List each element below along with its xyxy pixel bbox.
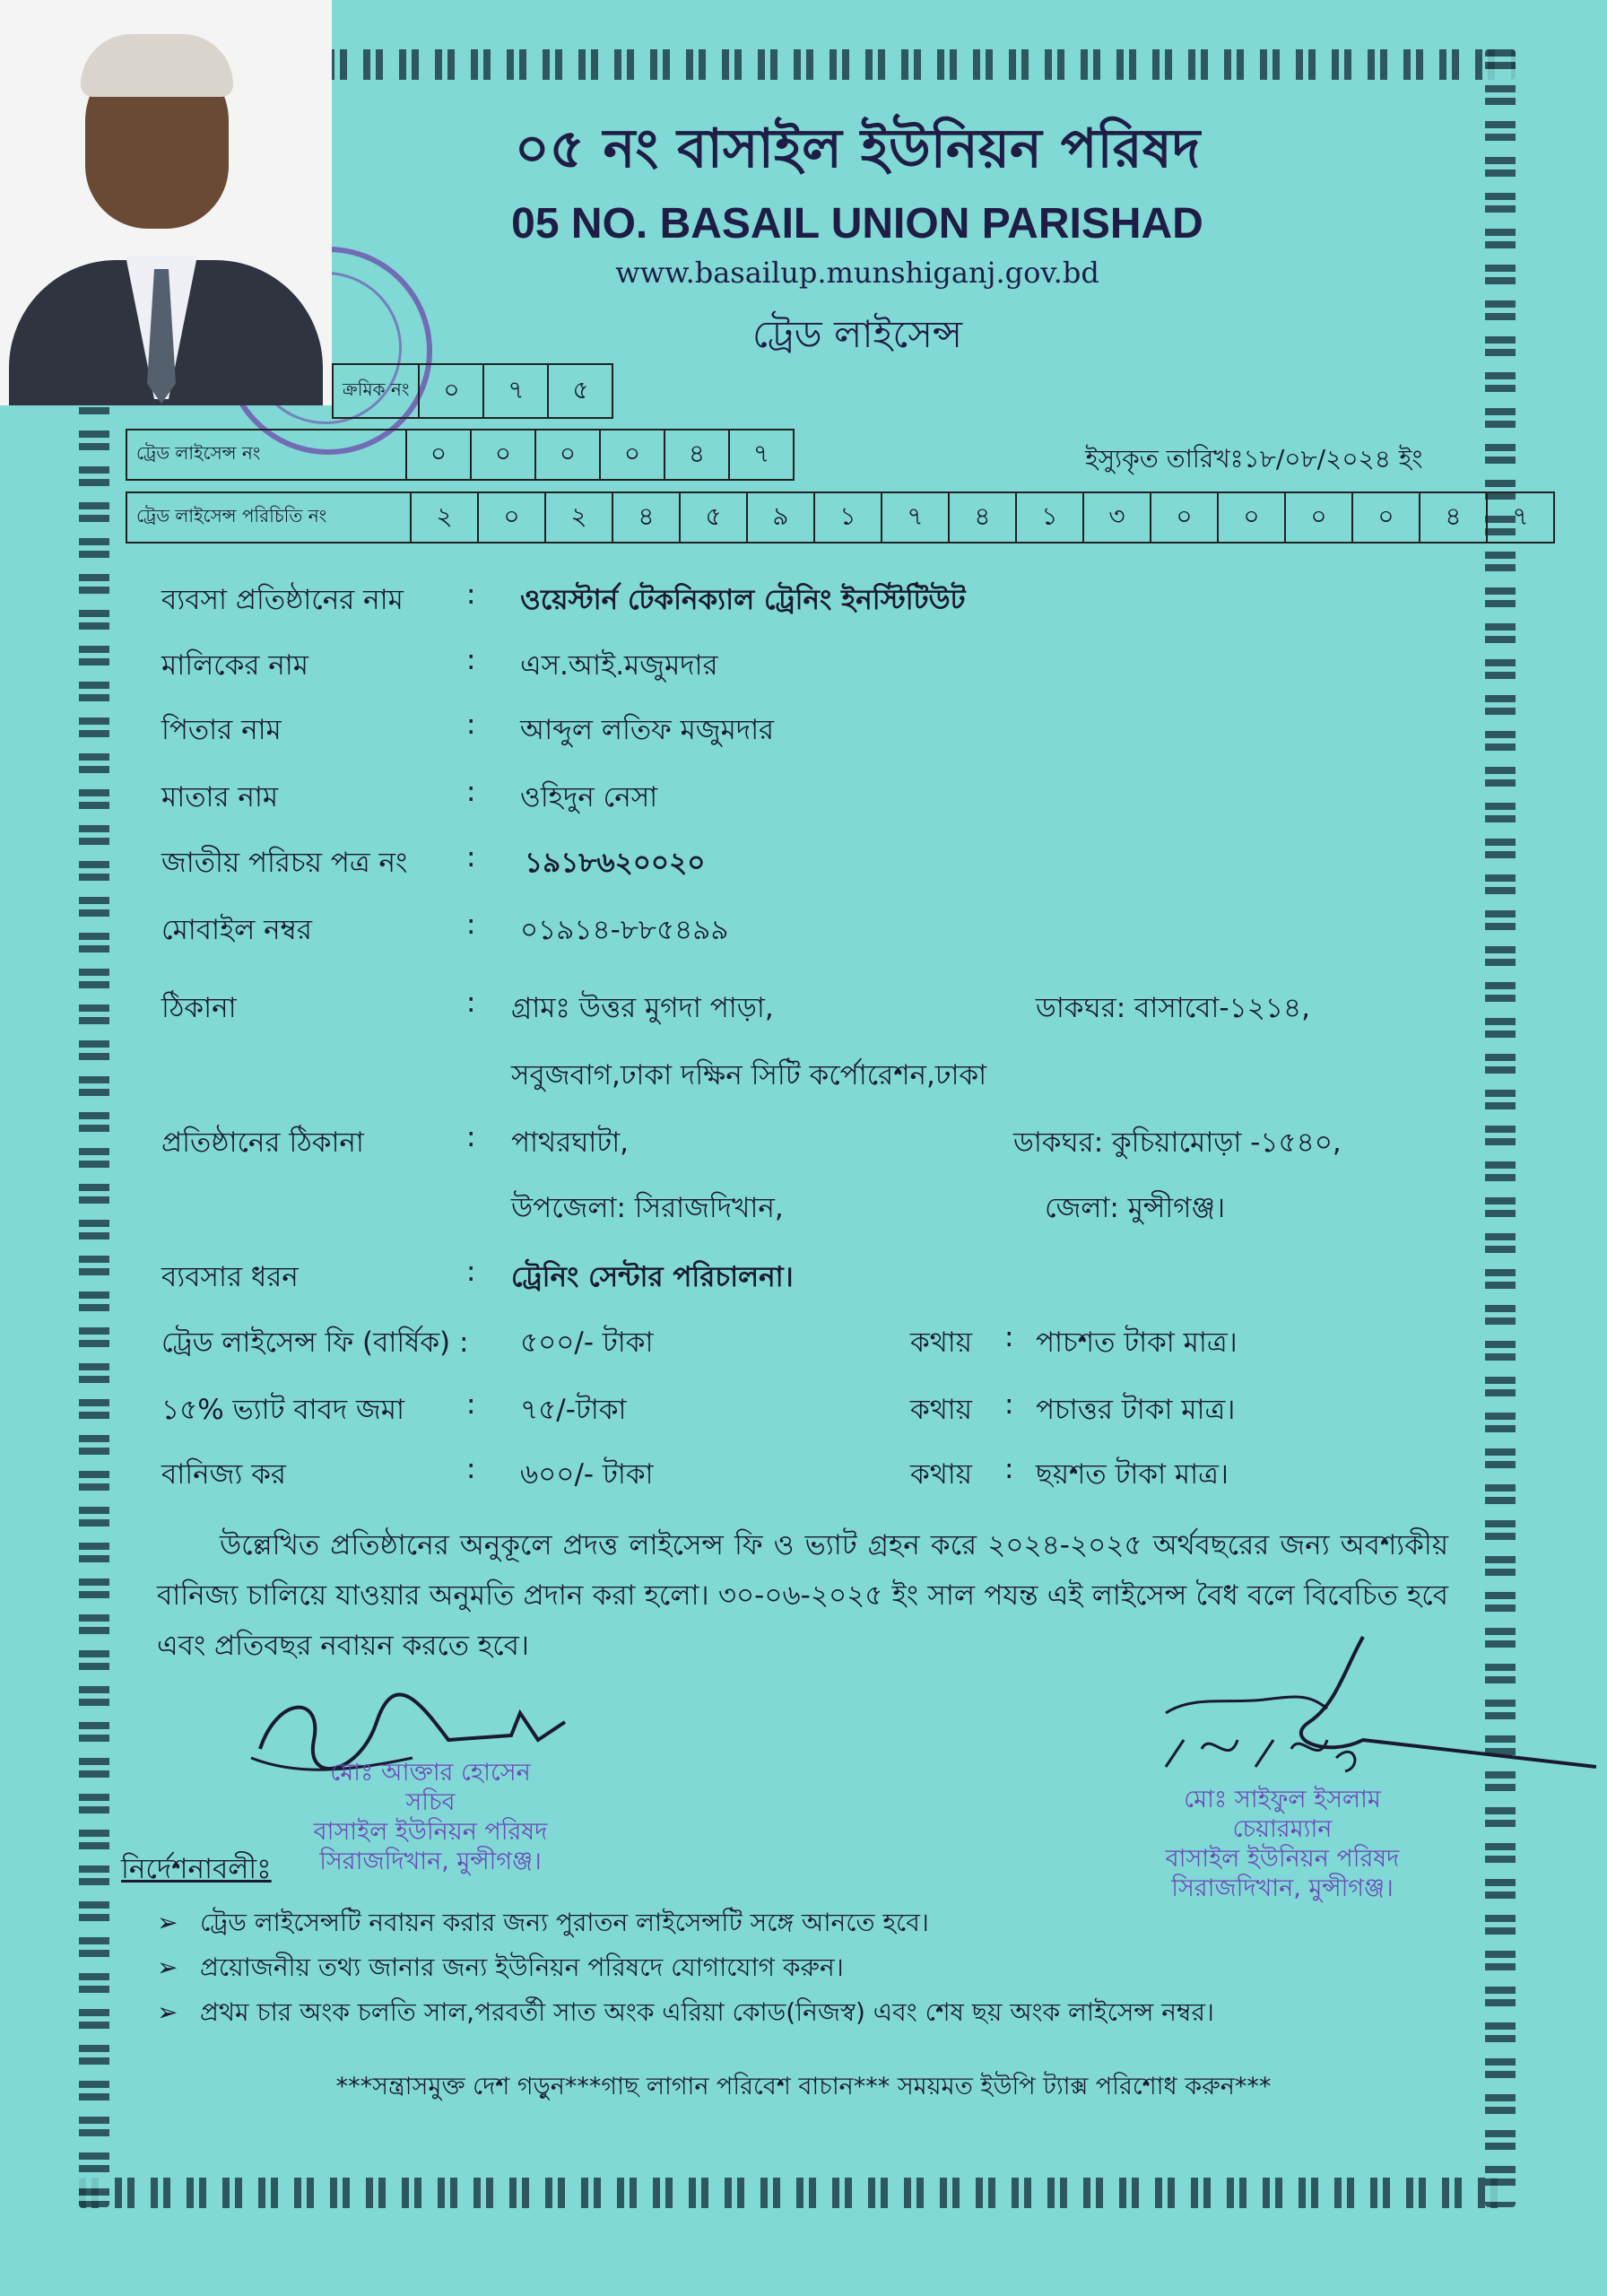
license-fee-words: পাচশত টাকা মাত্র। (1036, 1326, 1238, 1359)
instruction-text: প্রথম চার অংক চলতি সাল,পরবর্তী সাত অংক এরিয়া কোড(নিজস্ব) এবং শেষ ছয় অংক লাইসেন্স নম্বর। (200, 1997, 1214, 2027)
commerce-tax-words: ছয়শত টাকা মাত্র। (1036, 1458, 1229, 1491)
license-id-digit: ২ (412, 493, 479, 542)
commerce-tax-label: বানিজ্য কর (161, 1458, 286, 1491)
org-address-line2: উপজেলা: সিরাজদিখান, (511, 1192, 784, 1224)
vat-words-label: কথায় (910, 1394, 973, 1426)
chairman-name: মোঃ সাইফুল ইসলাম (1184, 1786, 1381, 1813)
secretary-name: মোঃ আক্তার হোসেন (330, 1759, 531, 1787)
colon: : (466, 1256, 476, 1288)
serial-number-boxes (332, 363, 613, 419)
license-digit: ৪ (665, 430, 730, 479)
secretary-title: সচিব (405, 1788, 456, 1816)
colon: : (466, 709, 476, 741)
chairman-signature (1148, 1632, 1596, 1785)
business-name-value: ওয়েস্টার্ন টেকনিক্যাল ট্রেনিং ইনস্টিটিউট (520, 584, 966, 616)
father-name-label: পিতার নাম (161, 714, 282, 746)
document-type: ট্রেড লাইসেন্স (751, 312, 963, 356)
org-address-label: প্রতিষ্ঠানের ঠিকানা (161, 1126, 364, 1159)
issue-date: ইস্যুকৃত তারিখঃ১৮/০৮/২০২৪ ইং (1085, 444, 1423, 474)
instructions-title: নির্দেশনাবলীঃ (121, 1853, 272, 1885)
serial-digit: ৫ (572, 374, 589, 404)
instruction-text: ট্রেড লাইসেন্সটি নবায়ন করার জন্য পুরাতন লাইসেন্সটি সঙ্গে আনতে হবে। (200, 1908, 929, 1937)
chairman-title: চেয়ারম্যান (1232, 1815, 1333, 1843)
address-line2: সবুজবাগ,ঢাকা দক্ষিন সিটি কর্পোরেশন,ঢাকা (511, 1059, 987, 1091)
license-id-digit: ১ (1017, 493, 1084, 542)
license-id-digit: ৭ (1512, 500, 1529, 531)
colon: : (1004, 1388, 1014, 1421)
secretary-place: সিরাজদিখান, মুন্সীগঞ্জ। (319, 1848, 542, 1875)
serial-digit: ০ (420, 365, 484, 417)
license-id-digit: ৪ (1420, 493, 1488, 542)
secretary-stamp (269, 1758, 592, 1876)
instruction-item (157, 1948, 844, 1990)
license-id-digit: ০ (1219, 493, 1286, 542)
ornamental-border-right (1485, 49, 1516, 2207)
vat-words: পচাত্তর টাকা মাত্র। (1036, 1394, 1236, 1426)
business-type-value: ট্রেনিং সেন্টার পরিচালনা। (511, 1261, 794, 1293)
chairman-org: বাসাইল ইউনিয়ন পরিষদ (1165, 1845, 1400, 1873)
colon: : (466, 578, 476, 611)
address-post: ডাকঘর: বাসাবো-১২১৪, (1036, 992, 1310, 1024)
instruction-item (157, 1993, 1214, 2035)
colon: : (466, 909, 476, 941)
owner-name-label: মালিকের নাম (161, 649, 308, 682)
org-address-post: ডাকঘর: কুচিয়ামোড়া -১৫৪০, (1013, 1126, 1342, 1159)
chairman-stamp (1112, 1785, 1453, 1903)
address-line1: গ্রামঃ উত্তর মুগদা পাড়া, (511, 992, 774, 1024)
address-label: ঠিকানা (161, 992, 237, 1024)
org-address-line1: পাথরঘাটা, (511, 1126, 630, 1159)
arrow-bullet-icon: ➢ (157, 1908, 178, 1937)
license-digit: ০ (472, 430, 536, 479)
nid-label: জাতীয় পরিচয় পত্র নং (161, 847, 408, 879)
serial-label: ক্রমিক নং (334, 365, 420, 417)
license-digit: ০ (536, 430, 601, 479)
colon: : (1004, 1453, 1014, 1485)
license-id-digit: ৯ (748, 493, 815, 542)
license-id-digit: ০ (479, 493, 546, 542)
license-id-digit: ৩ (1084, 493, 1151, 542)
arrow-bullet-icon: ➢ (157, 1997, 178, 2027)
license-number-label: ট্রেড লাইসেন্স নং (127, 430, 407, 479)
colon: : (466, 1453, 476, 1485)
license-digit: ৭ (752, 438, 770, 468)
arrow-bullet-icon: ➢ (157, 1952, 178, 1982)
mobile-label: মোবাইল নম্বর (161, 914, 312, 946)
colon: : (466, 987, 476, 1019)
license-id-digit: ০ (1353, 493, 1420, 542)
chairman-place: সিরাজদিখান, মুন্সীগঞ্জ। (1171, 1874, 1394, 1902)
license-id-digit: ৪ (950, 493, 1017, 542)
license-id-digit: ৭ (882, 493, 950, 542)
mother-name-value: ওহিদুন নেসা (520, 781, 658, 813)
slogan-footer: ***সন্ত্রাসমুক্ত দেশ গড়ুন***গাছ লাগান পরিবেশ বাচান*** সময়মত ইউপি ট্যাক্স পরিশোধ করুন*** (335, 2073, 1272, 2100)
org-address-district: জেলা: মুন্সীগঞ্জ। (1045, 1192, 1226, 1224)
license-id-digit: ০ (1286, 493, 1353, 542)
instruction-text: প্রয়োজনীয় তথ্য জানার জন্য ইউনিয়ন পরিষদে যোগাযোগ করুন। (200, 1952, 844, 1982)
license-fee-words-label: কথায় (910, 1326, 973, 1359)
colon: : (466, 1388, 476, 1421)
colon: : (466, 776, 476, 808)
license-id-digit: ০ (1151, 493, 1219, 542)
ornamental-border-bottom (79, 2178, 1514, 2208)
website-url: www.basailup.munshiganj.gov.bd (615, 256, 1099, 290)
mother-name-label: মাতার নাম (161, 781, 279, 813)
license-id-digit: ৪ (613, 493, 681, 542)
mobile-value: ০১৯১৪-৮৮৫৪৯৯ (520, 914, 729, 946)
ornamental-border-top (327, 49, 1516, 80)
serial-digit: ৭ (484, 365, 549, 417)
colon: : (466, 1121, 476, 1153)
owner-name-value: এস.আই.মজুমদার (520, 649, 718, 682)
secretary-org: বাসাইল ইউনিয়ন পরিষদ (313, 1818, 548, 1846)
business-type-label: ব্যবসার ধরন (161, 1261, 299, 1293)
commerce-tax-value: ৬০০/- টাকা (520, 1458, 654, 1491)
colon: : (466, 841, 476, 874)
title-bangla: ০৫ নং বাসাইল ইউনিয়ন পরিষদ (514, 117, 1201, 180)
commerce-tax-words-label: কথায় (910, 1458, 973, 1491)
instruction-item (157, 1903, 929, 1945)
colon: : (1004, 1321, 1014, 1353)
vat-label: ১৫% ভ্যাট বাবদ জমা (161, 1394, 404, 1426)
ornamental-border-left (79, 395, 109, 2207)
license-id-boxes (126, 491, 1555, 544)
title-english: 05 NO. BASAIL UNION PARISHAD (511, 200, 1203, 248)
license-id-digit: ২ (546, 493, 613, 542)
colon: : (466, 644, 476, 676)
father-name-value: আব্দুল লতিফ মজুমদার (520, 714, 775, 746)
license-id-label: ট্রেড লাইসেন্স পরিচিতি নং (127, 493, 412, 542)
license-fee-value: ৫০০/- টাকা (520, 1326, 654, 1359)
license-statement: উল্লেখিত প্রতিষ্ঠানের অনুকূলে প্রদত্ত লাইসেন্স ফি ও ভ্যাট গ্রহন করে ২০২৪-২০২৫ অর্থবছরের জন্য অবশ্যকীয় বানিজ্য চালিয়ে যাওয়ার অনুমতি প্রদান করা হলো। ৩০-০৬-২০২৫ ইং সাল পযন্ত এই লাইসেন্স বৈধ বলে বিবেচিত হবে এবং প্রতিবছর নবায়ন করতে হবে। (157, 1529, 1448, 1662)
business-name-label: ব্যবসা প্রতিষ্ঠানের নাম (161, 584, 404, 616)
license-digit: ০ (407, 430, 472, 479)
license-number-boxes (126, 429, 795, 481)
license-id-digit: ১ (815, 493, 882, 542)
license-id-digit: ৫ (681, 493, 748, 542)
nid-value: ১৯১৮৬২০০২০ (525, 847, 706, 879)
vat-value: ৭৫/-টাকা (520, 1394, 627, 1426)
license-fee-label: ট্রেড লাইসেন্স ফি (বার্ষিক) : (161, 1326, 469, 1359)
license-digit: ০ (601, 430, 665, 479)
